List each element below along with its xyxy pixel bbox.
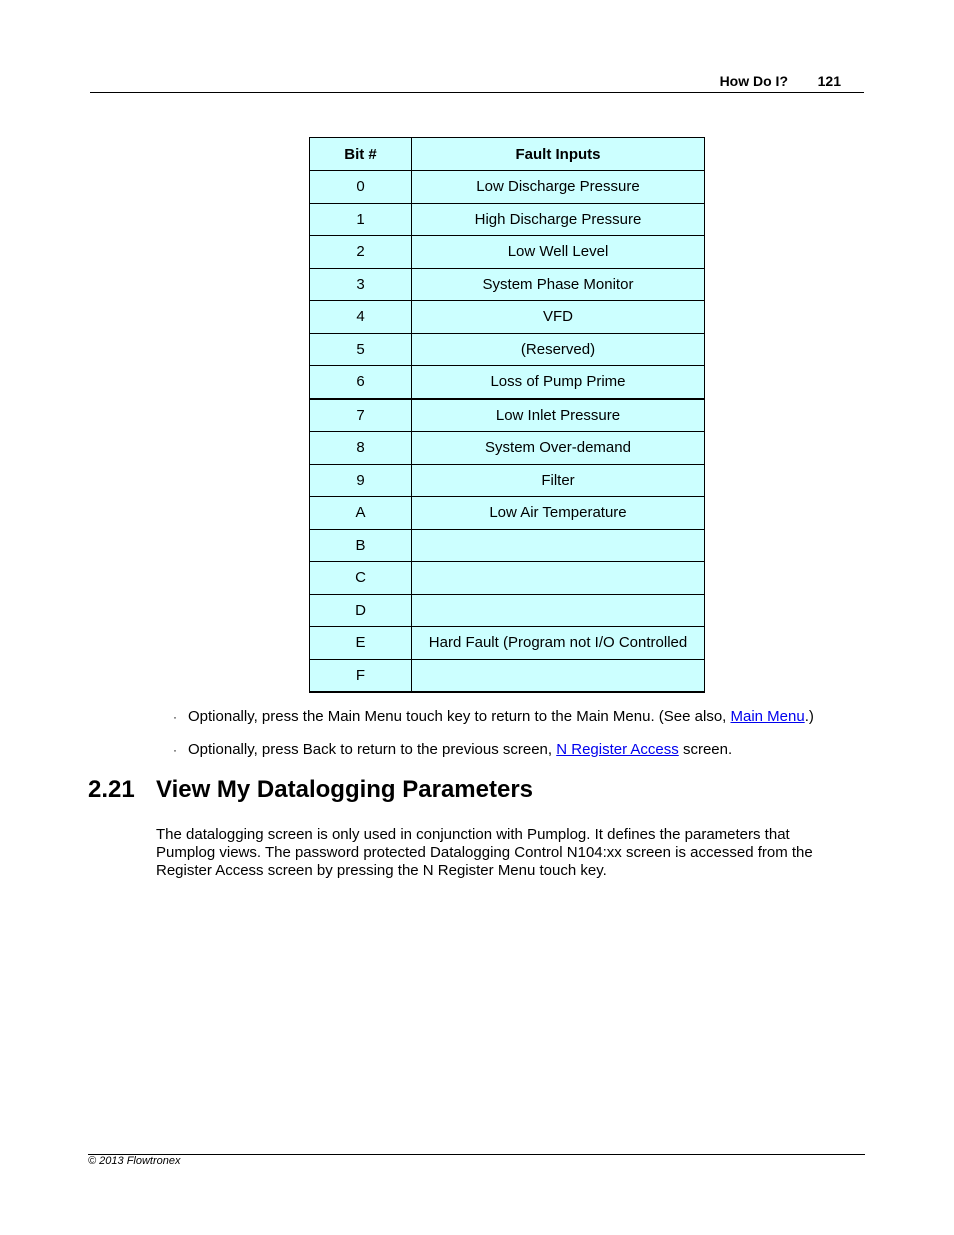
fault-cell: VFD <box>412 301 705 334</box>
table-row <box>310 236 705 269</box>
fault-cell <box>412 659 705 692</box>
table-row <box>310 562 705 595</box>
copyright-text: © 2013 Flowtronex <box>88 1155 181 1167</box>
table-row <box>310 464 705 497</box>
page-header <box>90 72 864 93</box>
fault-cell <box>412 594 705 627</box>
bit-cell: 8 <box>310 432 412 465</box>
fault-cell <box>412 562 705 595</box>
fault-cell: Low Well Level <box>412 236 705 269</box>
bullet-text <box>188 708 814 726</box>
paragraph-line: Pumplog views. The password protected Datalogging Control N104:xx screen is accessed from the <box>156 844 813 861</box>
fault-cell: Hard Fault (Program not I/O Controlled <box>412 627 705 660</box>
table-row <box>310 301 705 334</box>
table-row <box>310 333 705 366</box>
table-row <box>310 497 705 530</box>
bullet-marker: · <box>173 710 177 724</box>
column-header-fault-inputs: Fault Inputs <box>412 138 705 171</box>
bit-cell: 4 <box>310 301 412 334</box>
bit-cell: B <box>310 529 412 562</box>
table-row <box>310 432 705 465</box>
bit-cell: 0 <box>310 171 412 204</box>
bit-cell: 3 <box>310 268 412 301</box>
bit-cell: 9 <box>310 464 412 497</box>
paragraph-line: The datalogging screen is only used in conjunction with Pumplog. It defines the parameters that <box>156 826 790 843</box>
bullet-text-before: Optionally, press the Main Menu touch key to return to the Main Menu. (See also, <box>188 708 731 725</box>
table-row <box>310 366 705 399</box>
bit-cell: A <box>310 497 412 530</box>
fault-cell: System Over-demand <box>412 432 705 465</box>
fault-cell: Low Inlet Pressure <box>412 399 705 432</box>
table-row <box>310 627 705 660</box>
bit-cell: 7 <box>310 399 412 432</box>
header-section-title: How Do I? <box>719 73 788 89</box>
bullet-marker: · <box>173 743 177 757</box>
bit-cell: F <box>310 659 412 692</box>
table-row <box>310 659 705 692</box>
table-row <box>310 268 705 301</box>
bit-cell: D <box>310 594 412 627</box>
bullet-text-before: Optionally, press Back to return to the previous screen, <box>188 741 557 758</box>
bullet-text-after: .) <box>804 708 814 725</box>
table-row <box>310 171 705 204</box>
bit-cell: 2 <box>310 236 412 269</box>
bit-cell: E <box>310 627 412 660</box>
bullet-text <box>188 741 732 759</box>
fault-cell: Low Discharge Pressure <box>412 171 705 204</box>
table-row <box>310 203 705 236</box>
table-row <box>310 529 705 562</box>
column-header-bit: Bit # <box>310 138 412 171</box>
fault-cell <box>412 529 705 562</box>
fault-cell: System Phase Monitor <box>412 268 705 301</box>
section-paragraph <box>156 826 856 880</box>
paragraph-line: Register Access screen by pressing the N Register Menu touch key. <box>156 862 607 879</box>
bit-cell: 1 <box>310 203 412 236</box>
fault-cell: Low Air Temperature <box>412 497 705 530</box>
bit-cell: 5 <box>310 333 412 366</box>
fault-cell: (Reserved) <box>412 333 705 366</box>
fault-cell: Filter <box>412 464 705 497</box>
fault-cell: High Discharge Pressure <box>412 203 705 236</box>
page-number: 121 <box>817 73 841 89</box>
section-number: 2.21 <box>88 776 135 803</box>
n-register-access-link[interactable]: N Register Access <box>556 741 679 758</box>
fault-cell: Loss of Pump Prime <box>412 366 705 399</box>
table-row <box>310 399 705 432</box>
section-heading <box>88 776 533 804</box>
bullet-text-after: screen. <box>678 741 733 758</box>
table-header-row <box>310 138 705 171</box>
bit-cell: C <box>310 562 412 595</box>
main-menu-link[interactable]: Main Menu <box>730 708 805 725</box>
page-footer <box>88 1154 865 1167</box>
section-title: View My Datalogging Parameters <box>156 776 534 803</box>
bit-cell: 6 <box>310 366 412 399</box>
table-row <box>310 594 705 627</box>
fault-inputs-table <box>309 137 705 693</box>
